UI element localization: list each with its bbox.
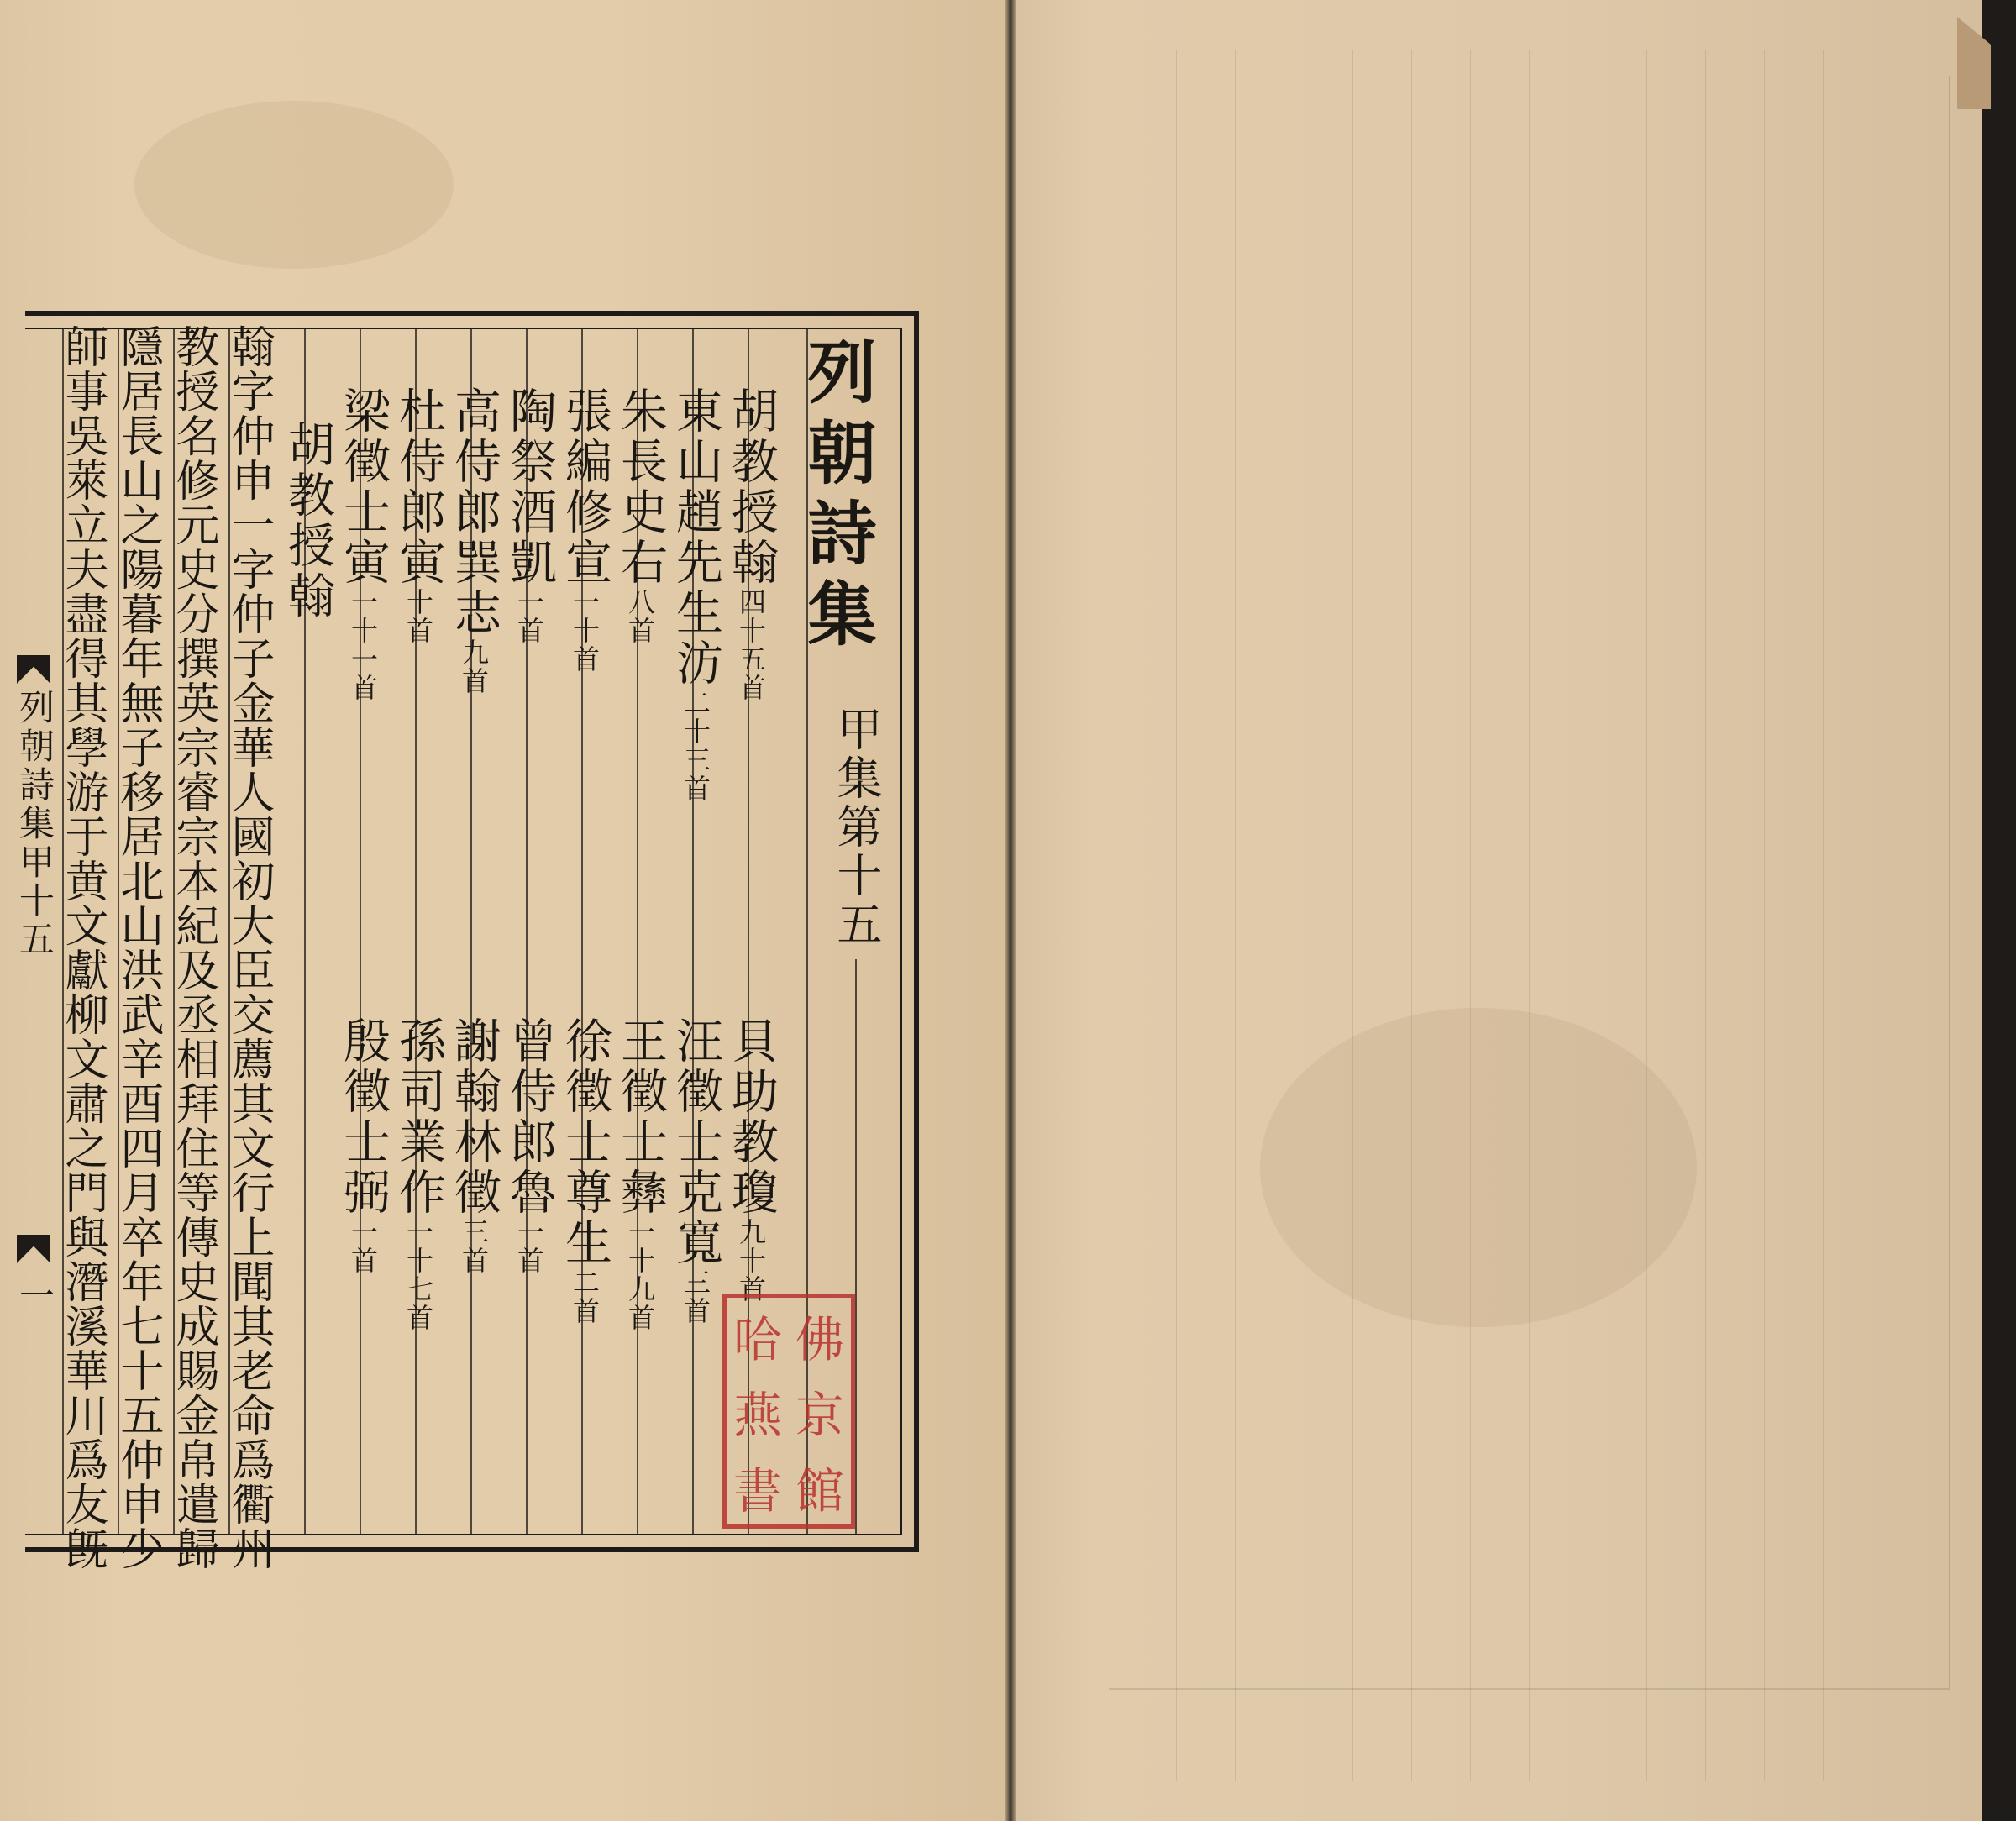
paper-stain [134, 101, 454, 269]
toc-entry: 貝助教瓊九十首 [724, 1016, 779, 1304]
biography-line: 翰字仲申一字仲子金華人國初大臣交薦其文行上聞其老命爲衢州 [223, 324, 274, 1571]
book-title: 列朝詩集 [796, 336, 877, 659]
fish-tail-mark [17, 655, 50, 684]
toc-entry: 曾侍郎魯一首 [502, 1016, 557, 1275]
show-through-line [1823, 50, 1824, 1781]
show-through-line [1529, 50, 1530, 1781]
toc-entry: 汪徵士克寬三首 [669, 1016, 723, 1325]
show-through-line [1764, 50, 1765, 1781]
banxin-label: 列朝詩集甲十五 [14, 689, 55, 959]
show-through-line [1235, 50, 1236, 1781]
banxin-column [14, 311, 55, 1552]
biography-line: 隱居長山之陽暮年無子移居北山洪武辛酉四月卒年七十五仲申少 [113, 324, 163, 1571]
show-through-line [1411, 50, 1412, 1781]
toc-entry: 殷徵士弼一首 [336, 1016, 391, 1275]
toc-entry: 胡教授翰四十五首 [724, 386, 779, 702]
section-heading: 胡教授翰 [281, 420, 335, 622]
show-through-line [1705, 50, 1706, 1781]
toc-entry: 陶祭酒凱一首 [502, 386, 557, 645]
show-through-line [1176, 50, 1177, 1781]
show-through-line [1646, 50, 1647, 1781]
volume-label: 甲集第十五 [830, 706, 883, 949]
toc-entry: 梁徵士寅一十一首 [336, 386, 391, 702]
toc-entry: 孫司業作一十七首 [391, 1016, 446, 1332]
toc-entry: 王徵士彝一十九首 [613, 1016, 668, 1332]
biography-line: 師事吳萊立夫盡得其學游于黄文獻柳文肅之門與潛溪華川爲友旣 [57, 324, 108, 1571]
biography-line: 教授名修元史分撰英宗睿宗本紀及丞相拜住等傳史成賜金帛遣歸 [168, 324, 218, 1571]
book-gutter [1005, 0, 1016, 1821]
show-through-line [1470, 50, 1471, 1781]
toc-entry: 高侍郎巽志九首 [447, 386, 501, 695]
toc-entry: 朱長史右八首 [613, 386, 668, 645]
toc-entry: 杜侍郎寅十首 [391, 386, 446, 645]
column-rule [855, 959, 857, 1534]
fish-tail-mark [17, 1235, 50, 1263]
background-edge [1982, 0, 2016, 1821]
library-seal: 哈 佛 燕 京 書 館 [722, 1294, 855, 1529]
toc-entry: 謝翰林徵三首 [447, 1016, 501, 1275]
toc-entry: 張編修宣一十首 [558, 386, 612, 674]
show-through-line [1352, 50, 1353, 1781]
toc-entry: 東山趙先生汸二十三首 [669, 386, 723, 803]
toc-entry: 徐徵士尊生二首 [558, 1016, 612, 1325]
banxin-page-number: 一 [14, 1277, 55, 1315]
